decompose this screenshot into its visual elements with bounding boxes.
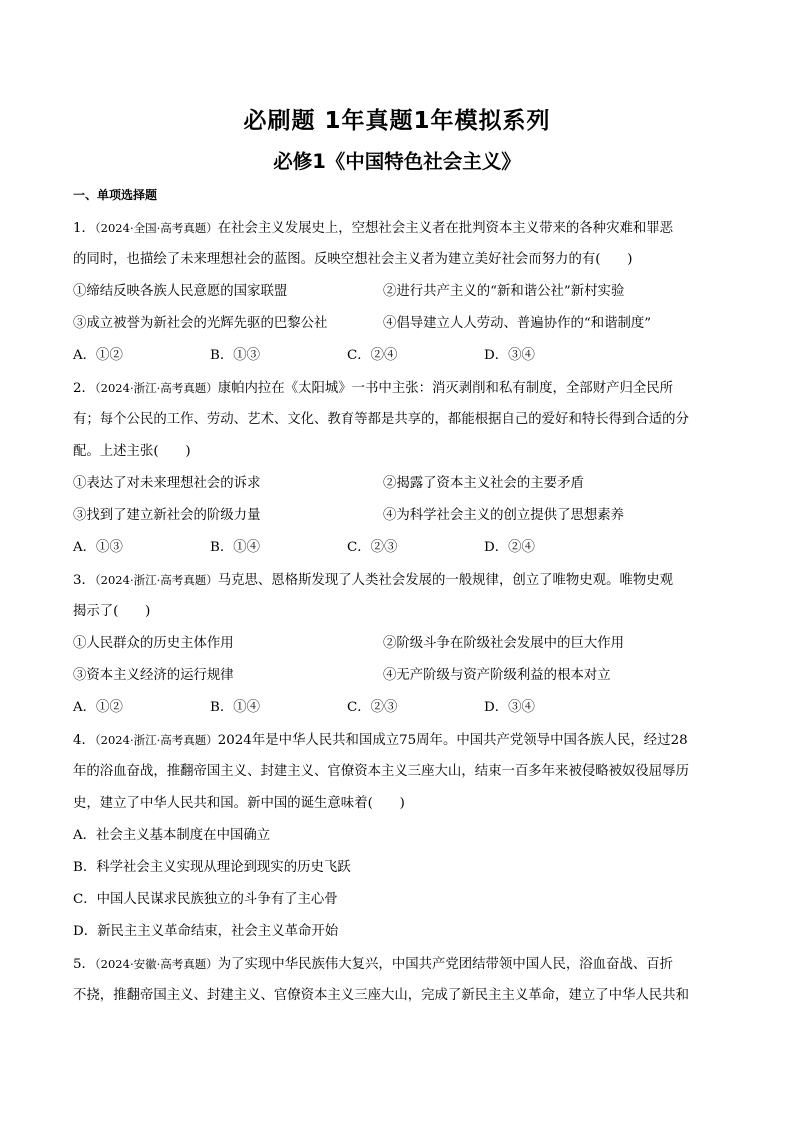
question-text-line: 4．（2024·浙江·高考真题）2024年是中华人民共和国成立75周年。中国共产党领导中国各族人民，经过28 (73, 733, 688, 748)
question-source: （2024·浙江·高考真题） (94, 573, 218, 587)
section-heading: 一、单项选择题 (73, 188, 158, 202)
question-number: 1． (73, 221, 95, 236)
question-source: （2024·浙江·高考真题） (94, 381, 218, 395)
statement-option: ②进行共产主义的“新和谐公社”新村实验 (383, 284, 625, 299)
question-text-line: 的同时，也描绘了未来理想社会的蓝图。反映空想社会主义者为建立美好社会而努力的有( ) (73, 252, 633, 267)
statement-row (73, 308, 723, 340)
statement-option: ③找到了建立新社会的阶级力量 (73, 508, 261, 523)
question-text-line: 史，建立了中华人民共和国。新中国的诞生意味着( ) (73, 796, 405, 811)
statement-option: ④倡导建立人人劳动、普遍协作的“和谐制度” (383, 316, 652, 331)
answer-choice: C．中国人民谋求民族独立的斗争有了主心骨 (73, 892, 338, 907)
question-4 (73, 724, 723, 948)
statement-row (73, 468, 723, 500)
question-3 (73, 564, 723, 724)
question-text-line: 年的浴血奋战，推翻帝国主义、封建主义、官僚资本主义三座大山，结束一百多年来被侵略被奴役屈辱历 (73, 764, 689, 779)
answer-choice: A．社会主义基本制度在中国确立 (73, 828, 271, 843)
question-text-line: 不挠，推翻帝国主义、封建主义、官僚资本主义三座大山，完成了新民主主义革命，建立了中华人民共和 (73, 988, 689, 1003)
statement-option: ②揭露了资本主义社会的主要矛盾 (383, 476, 584, 491)
question-5 (73, 948, 723, 1012)
statement-option: ③资本主义经济的运行规律 (73, 668, 234, 683)
statement-row (73, 660, 723, 692)
question-text-line: 5．（2024·安徽·高考真题）为了实现中华民族伟大复兴，中国共产党团结带领中国人民，浴血奋战、百折 (73, 957, 674, 972)
answer-choice: A．①③ (73, 540, 123, 555)
statement-option: ④为科学社会主义的创立提供了思想素养 (383, 508, 625, 523)
document-subtitle: 必修1《中国特色社会主义》 (273, 150, 521, 173)
question-number: 4． (73, 733, 95, 748)
statement-row (73, 500, 723, 532)
answer-choice: B．①③ (210, 348, 261, 363)
answer-choice: B．科学社会主义实现从理论到现实的历史飞跃 (73, 860, 351, 875)
answer-choice: C．②③ (347, 540, 398, 555)
question-text-line: 3．（2024·浙江·高考真题）马克思、恩格斯发现了人类社会发展的一般规律，创立了唯物史观。唯物史观 (73, 573, 674, 588)
answer-choice: D．③④ (484, 700, 535, 715)
question-text-line: 揭示了( ) (73, 604, 151, 619)
answer-row (73, 340, 723, 372)
statement-option: ④无产阶级与资产阶级利益的根本对立 (383, 668, 611, 683)
question-text-line: 1．（2024·全国·高考真题）在社会主义发展史上，空想社会主义者在批判资本主义带来的各种灾难和罪恶 (73, 221, 674, 236)
question-1 (73, 212, 723, 372)
statement-option: ①人民群众的历史主体作用 (73, 636, 234, 651)
answer-choice: D．③④ (484, 348, 535, 363)
question-number: 2． (73, 381, 95, 396)
answer-choice: D．②④ (484, 540, 535, 555)
question-source: （2024·全国·高考真题） (94, 221, 218, 235)
question-text-line: 配。上述主张( ) (73, 444, 191, 459)
question-text-line: 有；每个公民的工作、劳动、艺术、文化、教育等都是共享的，都能根据自己的爱好和特长得到合适的分 (73, 412, 689, 427)
question-number: 5． (73, 957, 95, 972)
question-2 (73, 372, 723, 564)
question-number: 3． (73, 573, 95, 588)
question-source: （2024·浙江·高考真题） (94, 733, 218, 747)
answer-choice: C．②④ (347, 348, 398, 363)
document-title: 必刷题 1年真题1年模拟系列 (243, 108, 551, 134)
answer-choice: A．①② (73, 348, 123, 363)
statement-option: ①缔结反映各族人民意愿的国家联盟 (73, 284, 288, 299)
statement-option: ③成立被誉为新社会的光辉先驱的巴黎公社 (73, 316, 328, 331)
statement-option: ①表达了对未来理想社会的诉求 (73, 476, 261, 491)
answer-choice: C．②③ (347, 700, 398, 715)
answer-choice: B．①④ (210, 540, 261, 555)
answer-row (73, 532, 723, 564)
question-source: （2024·安徽·高考真题） (94, 957, 218, 971)
statement-option: ②阶级斗争在阶级社会发展中的巨大作用 (383, 636, 625, 651)
question-text-line: 2．（2024·浙江·高考真题）康帕内拉在《太阳城》一书中主张：消灭剥削和私有制度，全部财产归全民所 (73, 381, 674, 396)
statement-row (73, 628, 723, 660)
answer-row (73, 692, 723, 724)
answer-choice: A．①② (73, 700, 123, 715)
answer-choice: B．①④ (210, 700, 261, 715)
answer-choice: D．新民主主义革命结束，社会主义革命开始 (73, 924, 339, 939)
statement-row (73, 276, 723, 308)
